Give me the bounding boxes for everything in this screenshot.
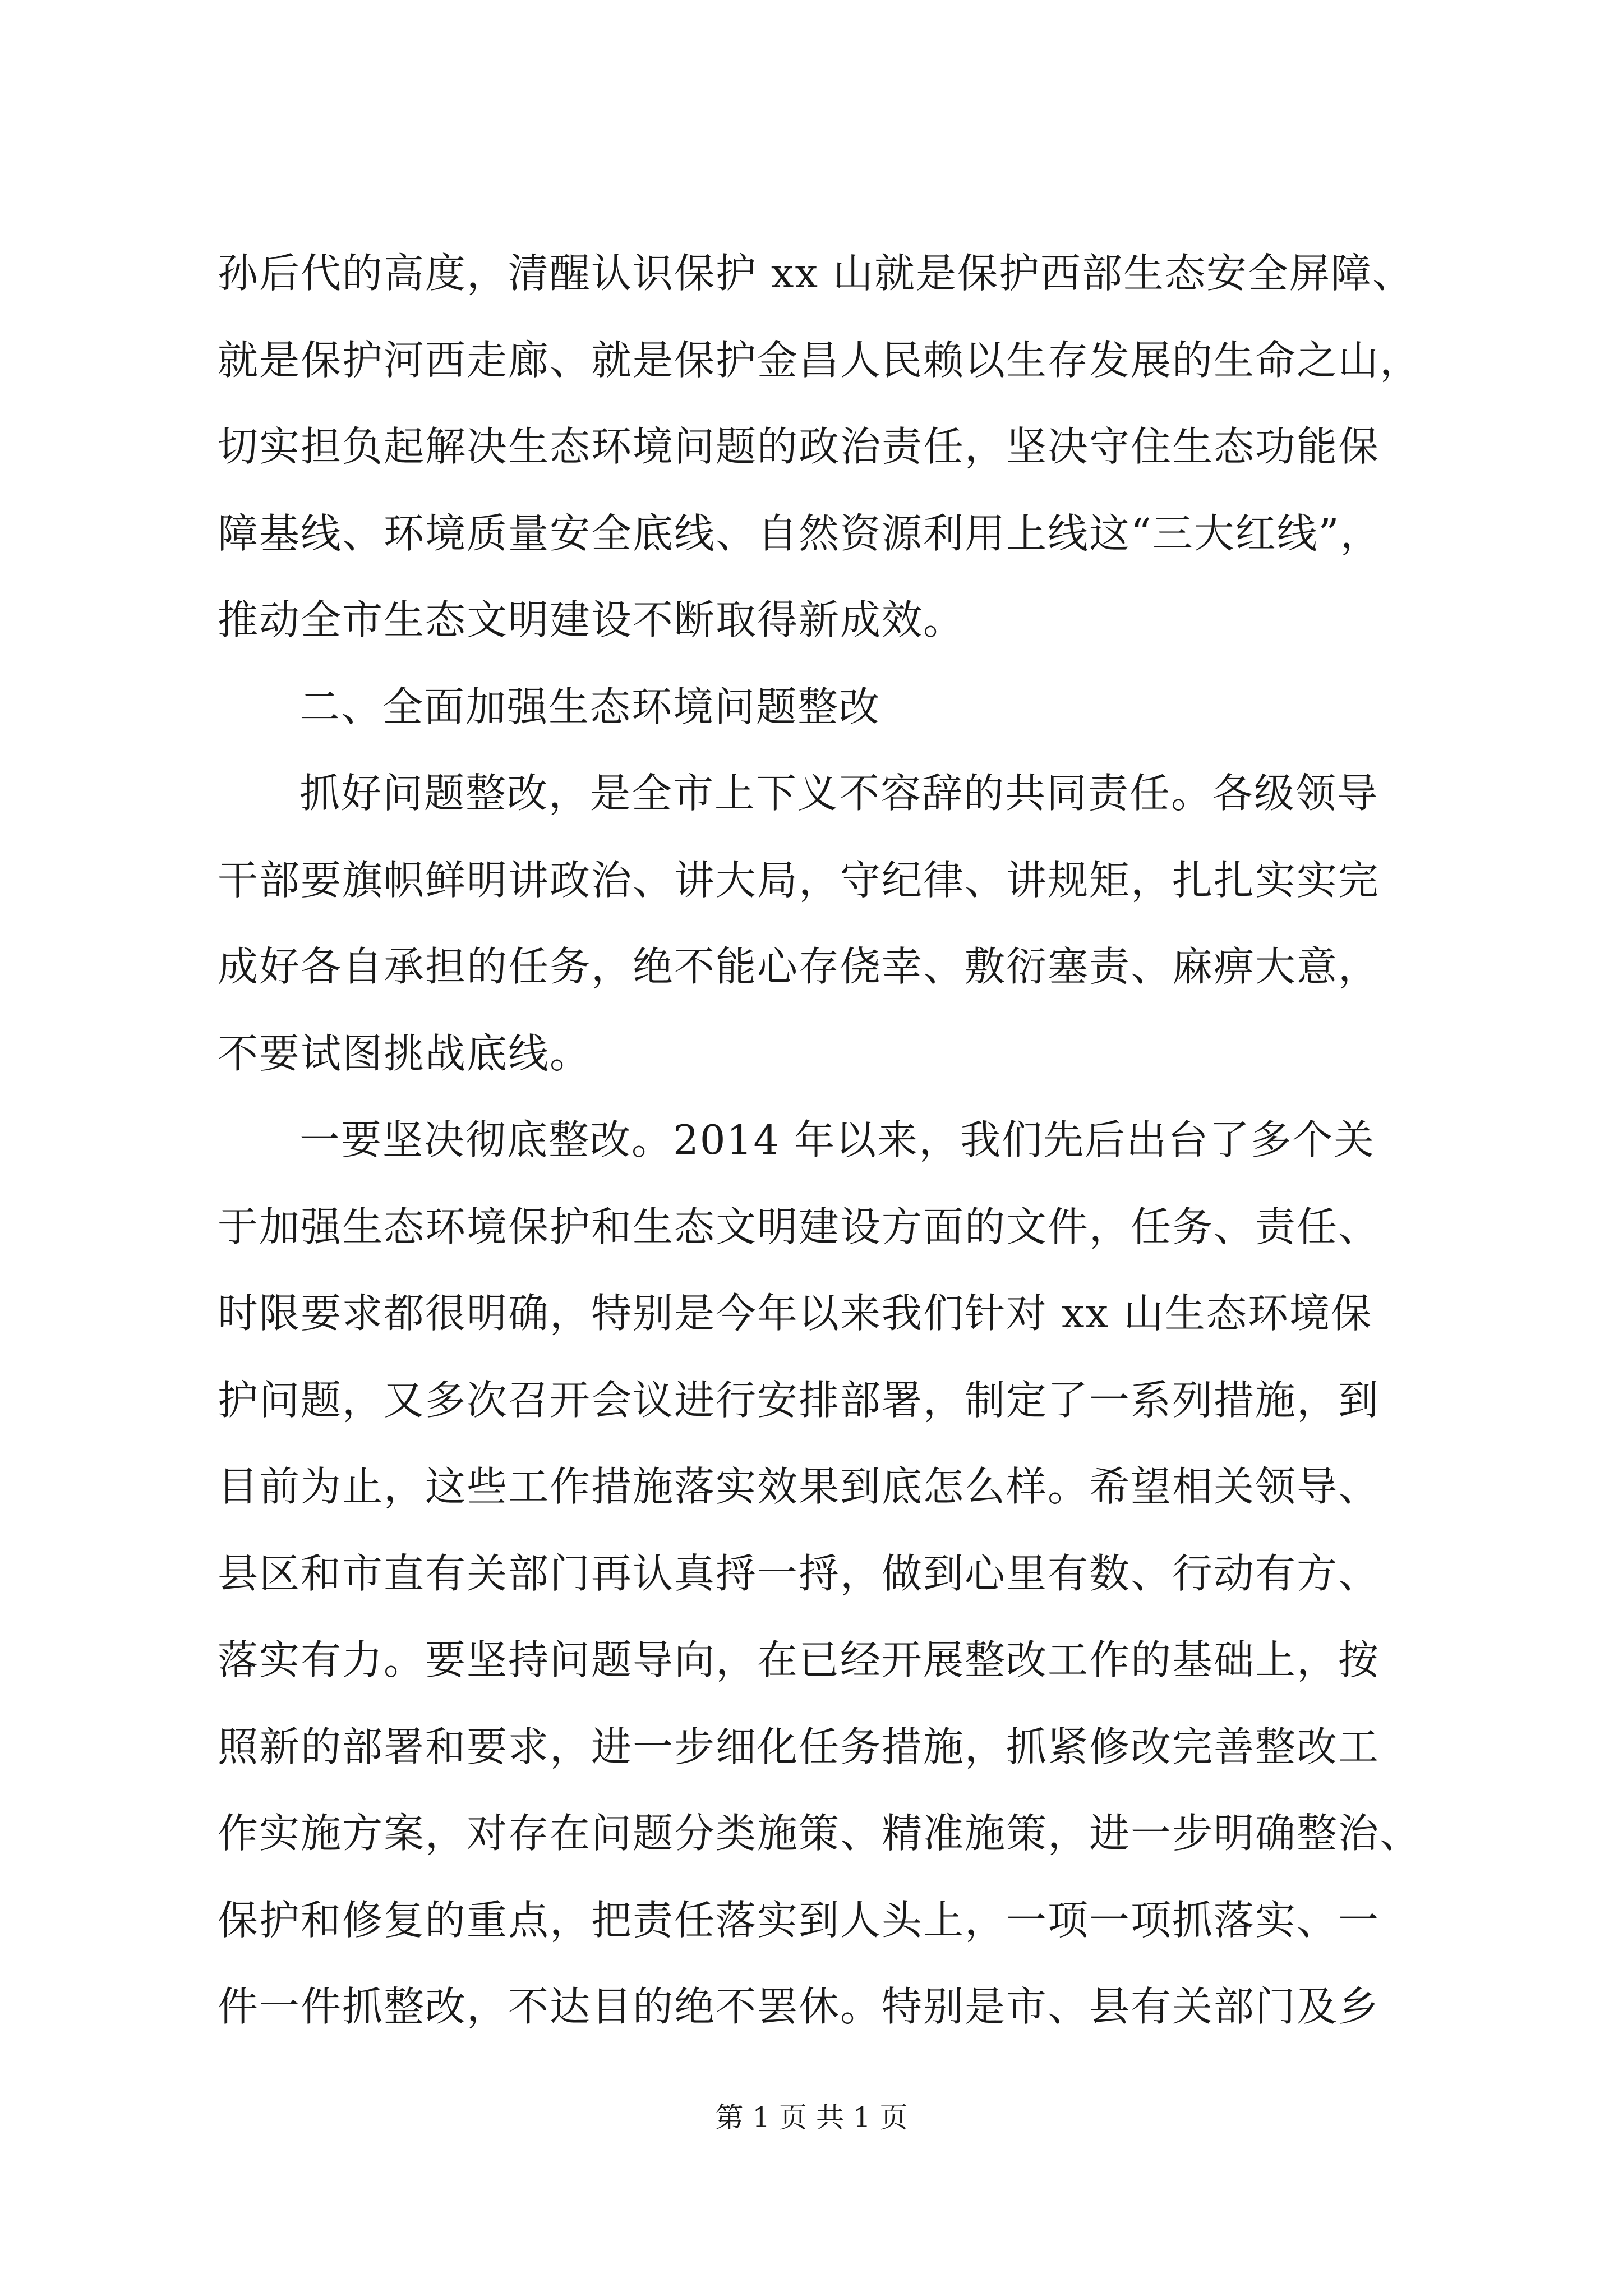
text-line: 护问题，又多次召开会议进行安排部署，制定了一系列措施，到 <box>218 1376 1380 1424</box>
text-line: 干部要旗帜鲜明讲政治、讲大局，守纪律、讲规矩，扎扎实实完 <box>218 856 1380 904</box>
text-line: 照新的部署和要求，进一步细化任务措施，抓紧修改完善整改工 <box>218 1723 1380 1770</box>
text-line: 切实担负起解决生态环境问题的政治责任，坚决守住生态功能保 <box>218 423 1380 470</box>
body-text <box>218 230 1507 2050</box>
text-line: 目前为止，这些工作措施落实效果到底怎么样。希望相关领导、 <box>218 1463 1380 1510</box>
text-line: 作实施方案，对存在问题分类施策、精准施策，进一步明确整治、 <box>218 1810 1422 1857</box>
text-line: 推动全市生态文明建设不断取得新成效。 <box>218 596 965 643</box>
text-line: 时限要求都很明确，特别是今年以来我们针对 xx 山生态环境保 <box>218 1290 1372 1337</box>
text-line: 县区和市直有关部门再认真捋一捋，做到心里有数、行动有方、 <box>218 1549 1380 1597</box>
text-line: 落实有力。要坚持问题导向，在已经开展整改工作的基础上，按 <box>218 1636 1380 1683</box>
section-heading: 二、全面加强生态环境问题整改 <box>299 683 881 730</box>
text-line: 于加强生态环境保护和生态文明建设方面的文件，任务、责任、 <box>218 1203 1380 1250</box>
text-line: 不要试图挑战底线。 <box>218 1029 592 1077</box>
paragraph-start-line: 抓好问题整改，是全市上下义不容辞的共同责任。各级领导 <box>299 770 1379 817</box>
text-line: 保护和修复的重点，把责任落实到人头上，一项一项抓落实、一 <box>218 1896 1380 1944</box>
text-line: 件一件抓整改，不达目的绝不罢休。特别是市、县有关部门及乡 <box>218 1983 1380 2030</box>
text-line: 成好各自承担的任务，绝不能心存侥幸、敷衍塞责、麻痹大意， <box>218 943 1380 990</box>
paragraph-start-line: 一要坚决彻底整改。2014 年以来，我们先后出台了多个关 <box>299 1116 1376 1163</box>
page-footer: 第 1 页 共 1 页 <box>715 2101 908 2134</box>
text-line: 就是保护河西走廊、就是保护金昌人民赖以生存发展的生命之山， <box>218 336 1422 384</box>
text-line: 障基线、环境质量安全底线、自然资源利用上线这“三大红线”， <box>218 509 1382 557</box>
text-line: 孙后代的高度，清醒认识保护 xx 山就是保护西部生态安全屏障、 <box>218 250 1414 297</box>
